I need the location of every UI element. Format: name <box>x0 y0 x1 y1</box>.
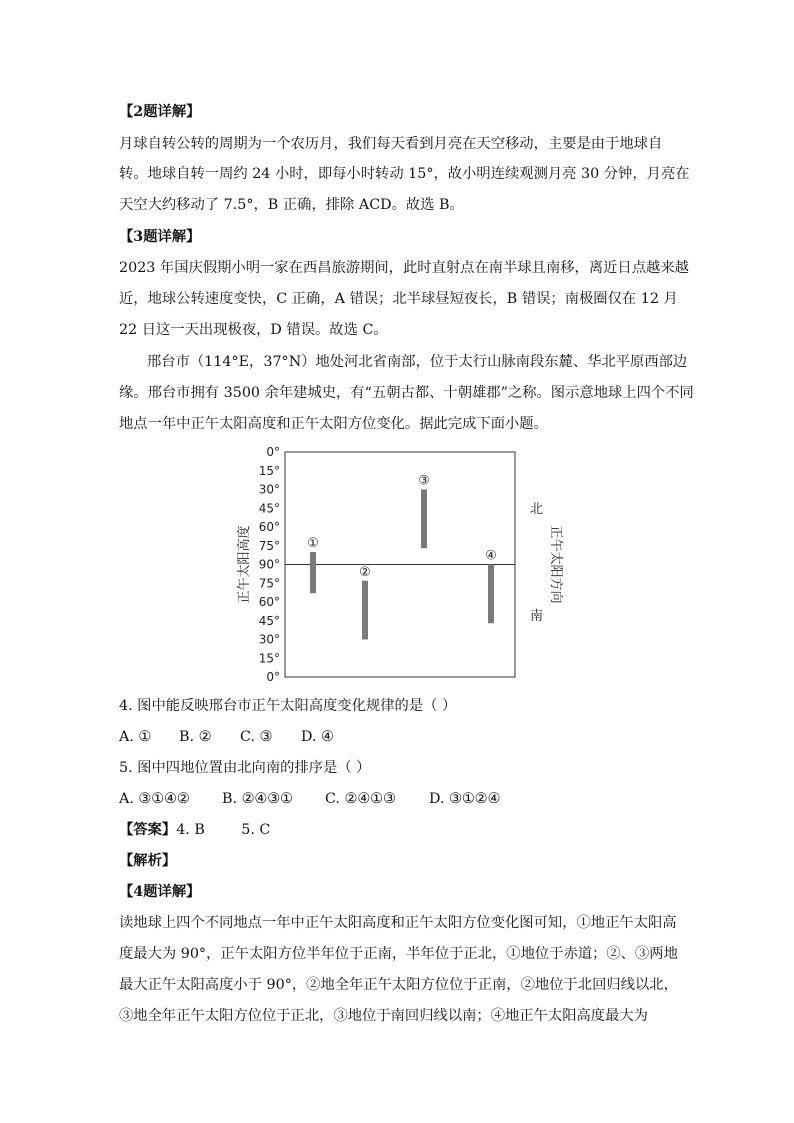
section3-line-1: 2023 年国庆假期小明一家在西昌旅游期间，此时直射点在南半球且南移，离近日点越来越 <box>119 260 689 276</box>
tick-label: 0° <box>266 670 280 683</box>
bar-2 <box>362 581 368 640</box>
q4-options <box>119 727 334 747</box>
q4-stem: 4. 图中能反映邢台市正午太阳高度变化规律的是（ ） <box>119 698 457 714</box>
bar-label-1: ① <box>307 536 319 551</box>
section4-line-1: 读地球上四个不同地点一年中正午太阳高度和正午太阳方位变化图可知，①地正午太阳高 <box>119 915 677 931</box>
tick-label: 0° <box>266 447 280 459</box>
bar-3 <box>421 490 427 549</box>
section4-line-2: 度最大为 90°，正午太阳方位半年位于正南，半年位于正北，①地位于赤道；②、③两地 <box>119 946 678 962</box>
section4-line-4: ③地全年正午太阳方位位于正北，③地位于南回归线以南；④地正午太阳高度最大为 <box>119 1008 648 1024</box>
tick-label: 90° <box>258 557 280 572</box>
north-label: 北 <box>530 502 544 517</box>
answer-label: 【答案】 <box>119 822 177 838</box>
tick-label: 30° <box>258 632 280 647</box>
q5-options <box>119 789 500 809</box>
q4-option-a: A. ① <box>119 729 152 745</box>
bar-label-4: ④ <box>485 548 497 564</box>
q5-option-c: C. ②④①③ <box>325 791 396 807</box>
bar-label-3: ③ <box>418 473 430 489</box>
tick-label: 75° <box>258 538 280 553</box>
south-label: 南 <box>530 609 544 624</box>
section3-heading: 【3题详解】 <box>119 229 201 245</box>
tick-label: 15° <box>258 463 280 478</box>
section2-heading: 【2题详解】 <box>119 104 201 120</box>
tick-label: 45° <box>258 613 280 628</box>
tick-label: 75° <box>258 576 280 591</box>
section4-line-3: 最大正午太阳高度小于 90°，②地全年正午太阳方位位于正南，②地位于北回归线以北， <box>119 977 678 993</box>
q5-option-d: D. ③①②④ <box>429 791 501 807</box>
section2-line-1: 月球自转公转的周期为一个农历月，我们每天看到月亮在天空移动，主要是由于地球自 <box>119 136 663 152</box>
q5-option-b: B. ②④③① <box>222 791 293 807</box>
sun-altitude-chart <box>230 447 570 683</box>
section3-line-2: 近，地球公转速度变快，C 正确，A 错误；北半球昼短夜长，B 错误；南极圈仅在 12 月 <box>119 291 678 307</box>
tick-label: 60° <box>258 595 280 609</box>
analysis-heading: 【解析】 <box>119 853 177 869</box>
intro-line-3: 地点一年中正午太阳高度和正午太阳方位变化。据此完成下面小题。 <box>119 416 548 432</box>
y-axis-label-left: 正午太阳高度 <box>237 525 252 604</box>
q4-option-b: B. ② <box>179 729 212 745</box>
chart-bars <box>307 474 497 640</box>
tick-label: 45° <box>258 501 280 516</box>
answer-text: 4. B 5. C <box>176 822 271 838</box>
bar-4 <box>488 565 494 624</box>
section4-heading: 【4题详解】 <box>119 884 201 900</box>
section2-line-2: 转。地球自转一周约 24 小时，即每小时转动 15°，故小明连续观测月亮 30 分钟，月亮在 <box>119 166 690 182</box>
q4-option-c: C. ③ <box>240 729 273 745</box>
section3-line-3: 22 日这一天出现极夜，D 错误。故选 C。 <box>119 322 388 338</box>
bar-label-2: ② <box>359 564 371 580</box>
q5-option-a: A. ③①④② <box>119 791 190 807</box>
section2-line-3: 天空大约移动了 7.5°，B 正确，排除 ACD。故选 B。 <box>119 197 464 213</box>
intro-line-2: 缘。邢台市拥有 3500 余年建城史，有“五朝古都、十朝雄郡”之称。图示意地球上四个不同 <box>119 385 694 401</box>
y-axis-label-right: 正午太阳方向 <box>548 525 563 604</box>
tick-label: 30° <box>258 482 280 497</box>
bar-1 <box>310 552 316 593</box>
q4-option-d: D. ④ <box>301 729 334 745</box>
tick-label: 15° <box>258 651 280 666</box>
tick-label: 60° <box>258 520 280 534</box>
chart-ticks <box>259 447 280 683</box>
answer-line <box>119 820 270 840</box>
q5-stem: 5. 图中四地位置由北向南的排序是（ ） <box>119 760 371 776</box>
intro-line-1: 邢台市（114°E，37°N）地处河北省南部，位于太行山脉南段东麓、华北平原西部边 <box>147 354 688 370</box>
